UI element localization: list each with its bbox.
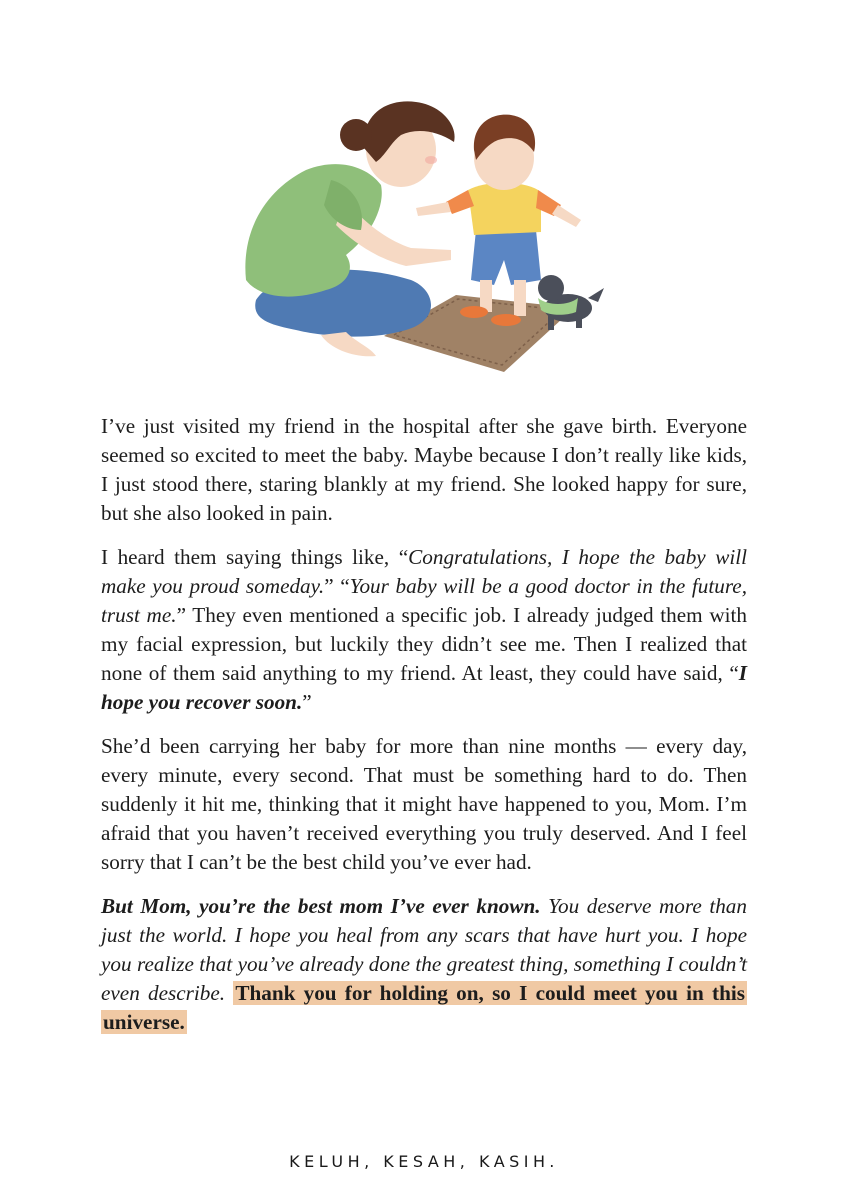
paragraph-2 (101, 543, 747, 717)
paragraph-2-text-g: ” (302, 690, 312, 714)
highlighted-thank-you: Thank you for holding on, so I could meet you in this universe. (103, 981, 745, 1034)
paragraph-3-text: She’d been carrying her baby for more than nine months — every day, every minute, every second. That must be something hard to do. Then suddenly it hit me, thinking that it might have happened to you, Mom. I’m afraid that you haven’t received everything you truly deserved. And I feel sorry that I can’t be the best child you’ve ever had. (101, 734, 747, 874)
quote-recover-soon: I hope you recover soon. (101, 661, 747, 714)
paragraph-3 (101, 732, 747, 877)
paragraph-4-text-b: You deserve more than just the world. I hope you heal from any scars that have hurt you. I hope you realize that you’ve already done the greatest thing, something I couldn’t even describe. (101, 894, 747, 1005)
paragraph-1-text: I’ve just visited my friend in the hospital after she gave birth. Everyone seemed so excited to meet the baby. Maybe because I don’t really like kids, I just stood there, staring blankly at my friend. She looked happy for sure, but she also looked in pain. (101, 414, 747, 525)
mother-and-toddler-illustration (236, 80, 616, 380)
quote-congratulations: Congratulations, I hope the baby will make you proud someday. (101, 545, 747, 598)
letter-body (101, 412, 747, 1052)
quote-good-doctor: Your baby will be a good doctor in the future, trust me. (101, 574, 748, 627)
footer-title: KELUH, KESAH, KASIH. (289, 1152, 559, 1171)
paragraph-2-text-a: I heard them saying things like, “ (101, 545, 409, 569)
paragraph-4 (101, 892, 747, 1037)
paragraph-1 (101, 412, 747, 528)
paragraph-2-text-c: ” “ (324, 574, 350, 598)
paragraph-2-text-e: ” They even mentioned a specific job. I already judged them with my facial expression, but luckily they didn’t see me. Then I realized that none of them said anything to my friend. At least, they could have said, “ (101, 603, 747, 685)
best-mom-statement: But Mom, you’re the best mom I’ve ever known. (101, 894, 541, 918)
